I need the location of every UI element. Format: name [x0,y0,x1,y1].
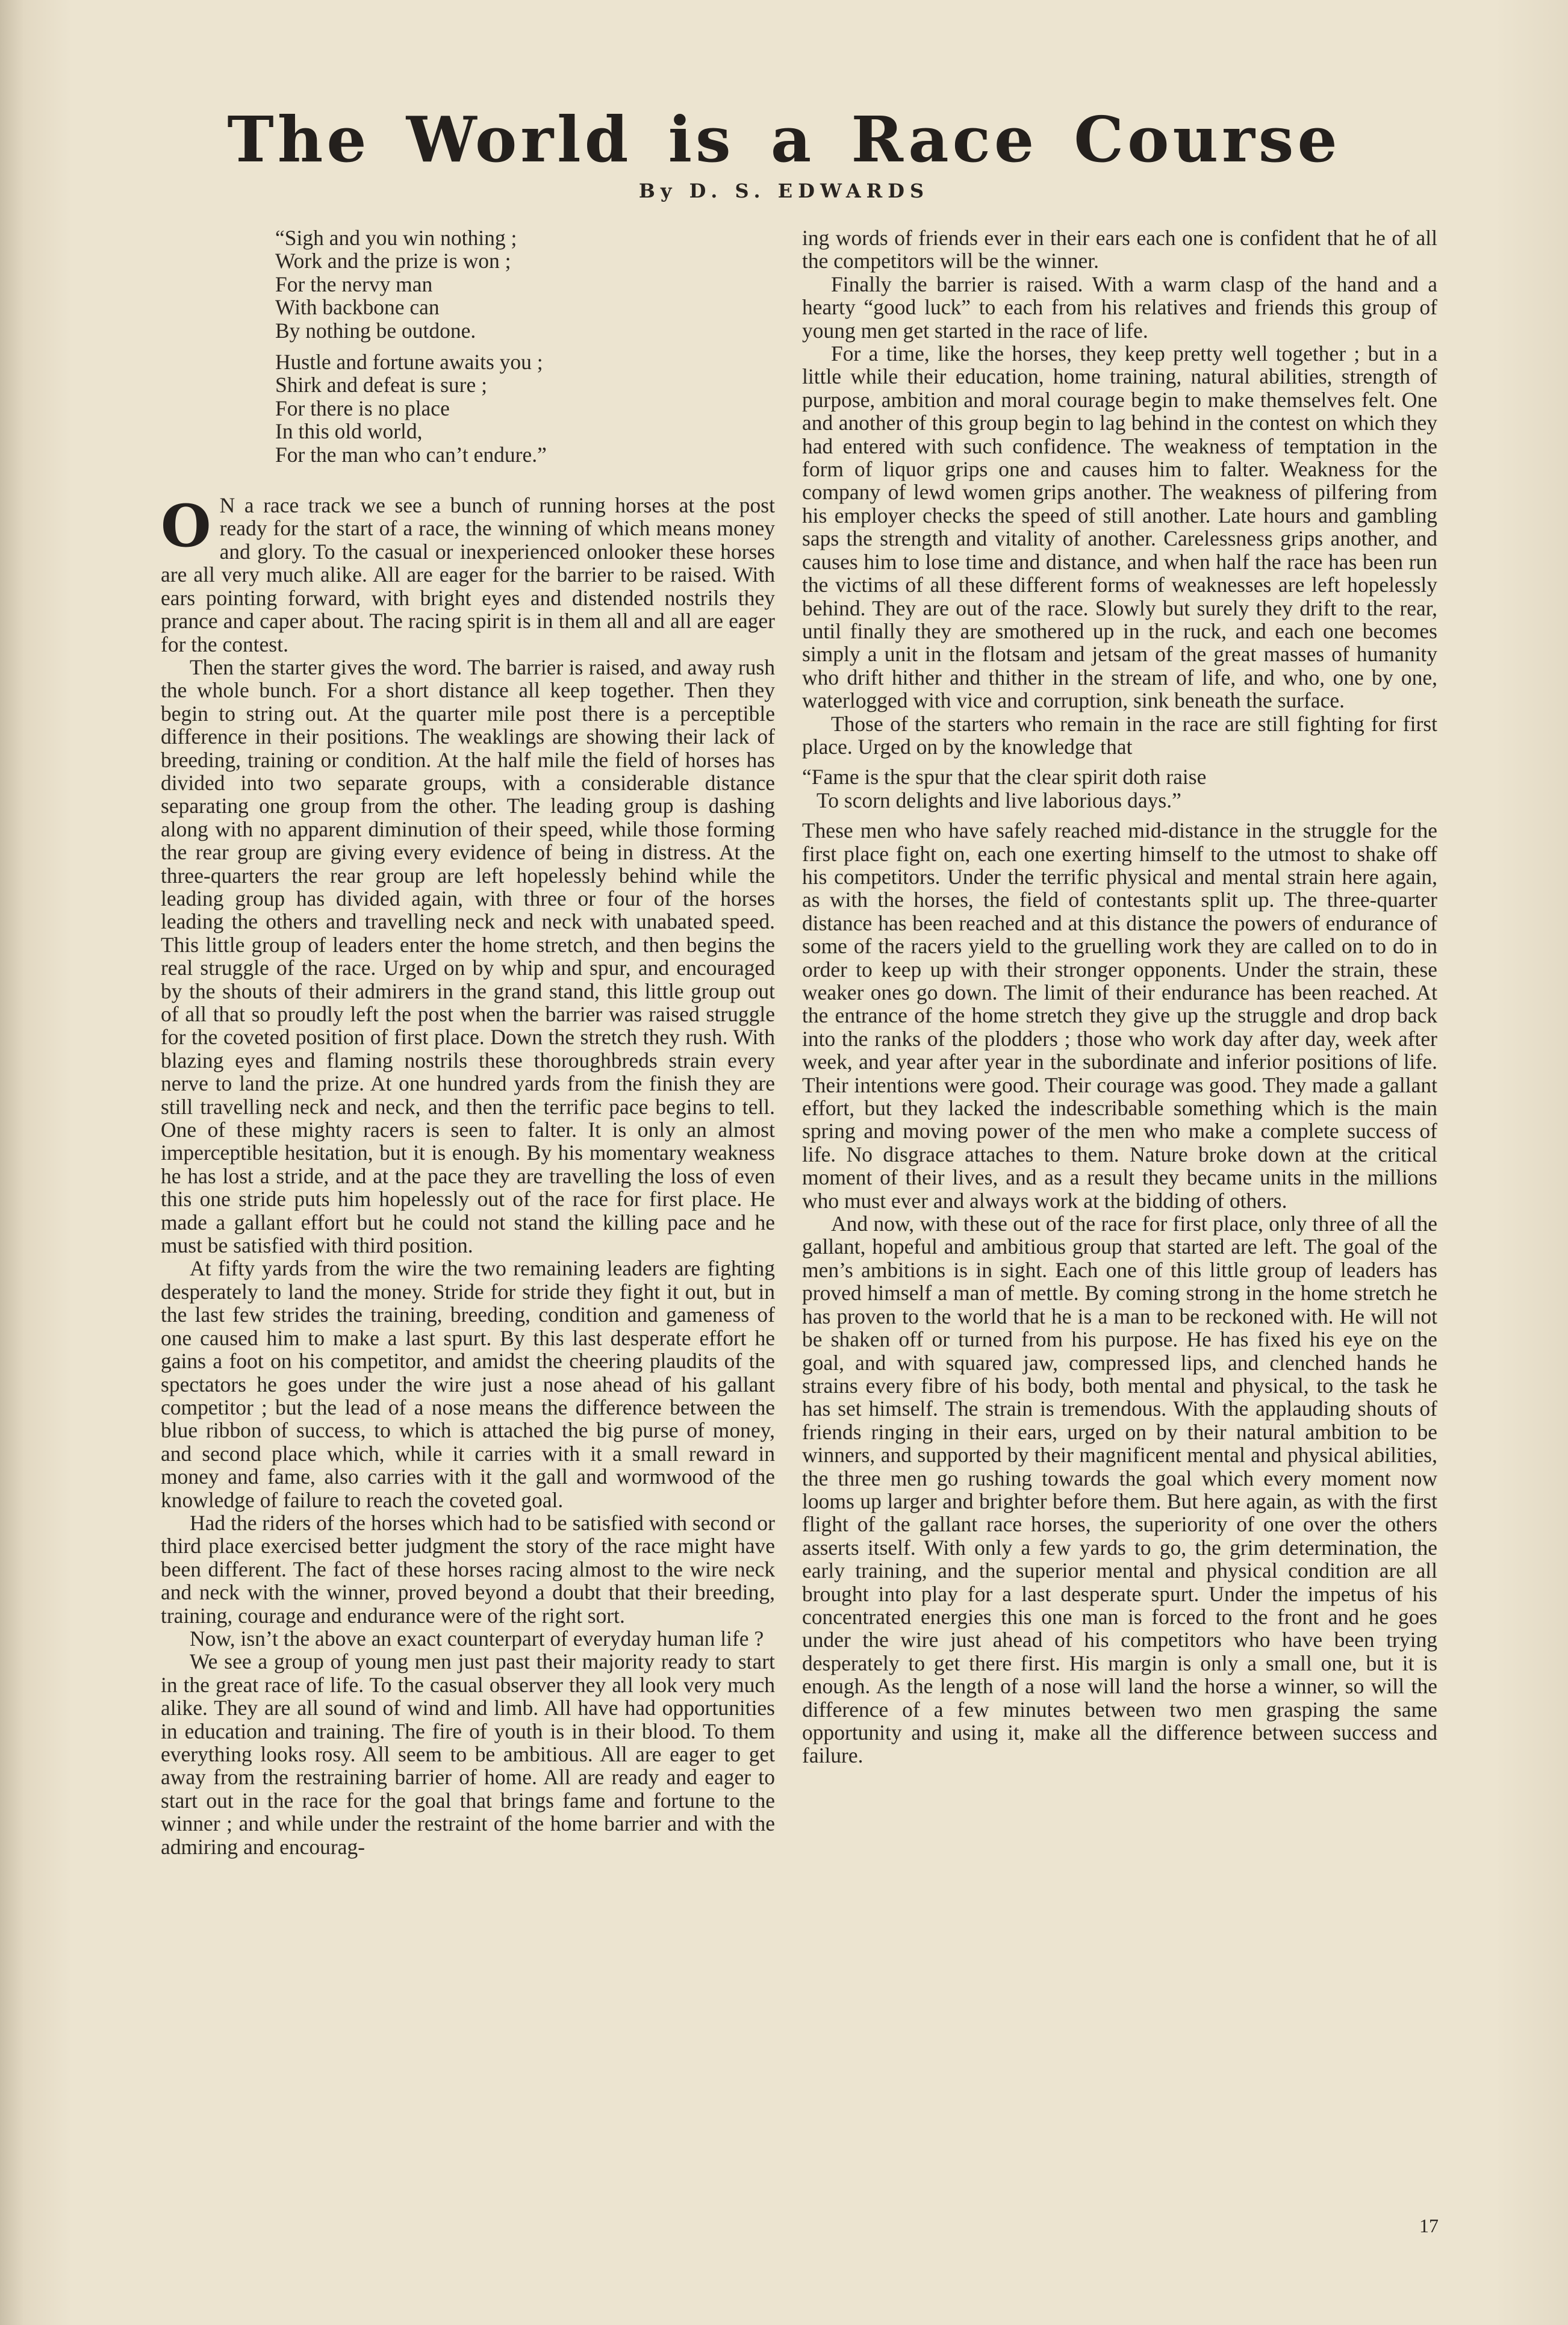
body-paragraph: We see a group of young men just past their majority ready to start in the great race of life. To the casual observer they all look very much alike. They are all sound of wind and limb. All have had opportunities in education and training. The fire of youth is in their blood. To them everything looks rosy. All seem to be ambitious. All are eager to get away from the restraining barrier of home. All are ready and eager to start out in the race for the goal that brings fame and fortune to the winner ; and while under the restraint of the home barrier and with the admiring and encourag- [161,1649,775,1859]
poem-line: For the nervy man [275,272,433,296]
poem-line: In this old world, [275,419,423,444]
right-column [802,226,1437,1767]
couplet-line: “Fame is the spur that the clear spirit doth raise [802,765,1207,789]
poem-stanza [275,350,775,466]
body-paragraph: Now, isn’t the above an exact counterpart of everyday human life ? [190,1626,764,1651]
opening-text: N a race track we see a bunch of running horses at the post ready for the start of a race, the winning of which means money and glory. To the casual or inexperienced onlooker these horses are all very much alike. All are eager for the barrier to be raised. With ears pointing forward, with bright eyes and distended nostrils they prance and caper about. The racing spirit is in them all and all are eager for the contest. [161,493,775,656]
body-paragraph: For a time, like the horses, they keep pretty well together ; but in a little while their education, home training, natural abilities, strength of purpose, ambition and moral courage begin to make themselves felt. One and another of this group begin to lag behind in the contest on which they had entered with such confidence. The weakness of temptation in the form of liquor grips one and causes him to falter. Weakness for the company of lewd women grips another. The weakness of pilfering from his employer checks the speed of still another. Late hours and gambling saps the strength and vitality of another. Carelessness grips another, and causes him to lose time and distance, and when half the race has been run the victims of all these different forms of weaknesses are left hopelessly behind. They are out of the race. Slowly but surely they drift to the rear, until finally they are smothered up in the ruck, and each one becomes simply a unit in the flotsam and jetsam of the great masses of humanity who drift hither and thither in the stream of life, and who, one by one, waterlogged with vice and corruption, sink beneath the surface. [802,341,1437,713]
couplet-line: To scorn delights and live laborious days.” [817,788,1181,812]
poem-line: “Sigh and you win nothing ; [275,226,517,250]
continuation-paragraph: ing words of friends ever in their ears each one is confident that he of all the competitors will be the winner. [802,226,1437,273]
article-byline: By D. S. EDWARDS [638,179,930,202]
body-paragraph: Finally the barrier is raised. With a warm clasp of the hand and a hearty “good luck” to each from his relatives and friends this group of young men get started in the race of life. [802,272,1437,343]
body-paragraph: And now, with these out of the race for first place, only three of all the gallant, hopeful and ambitious group that started are left. The goal of the men’s ambitions is in sight. Each one of this little group of leaders has proved himself a man of mettle. By coming strong in the home stretch he has proven to the world that he is a man to be reckoned with. He will not be shaken off or turned from his purpose. He has fixed his eye on the goal, and with squared jaw, compressed lips, and clenched hands he strains every fibre of his body, both mental and physical, to the task he has set himself. The strain is tremendous. With the applauding shouts of friends ringing in their ears, urged on by their natural ambition to be winners, and supported by their magnificent mental and physical abilities, the three men go rushing towards the goal which every moment now looms up larger and brighter before them. But here again, as with the first flight of the gallant race horses, the superiority of one over the others asserts itself. With only a few yards to go, the grim determination, the early training, and the superior mental and physical condition are all brought into play for a last desperate spurt. Under the impetus of his concentrated energies this one man is forced to the front and he goes under the wire just ahead of his competitors who have been trying desperately to get there first. His margin is only a small one, but it is enough. As the length of a nose will land the horse a winner, so will the difference of a few minutes between two men grasping the same opportunity and using it, make all the difference between success and failure. [802,1212,1437,1768]
poem-line: Hustle and fortune awaits you ; [275,350,543,375]
page-number: 17 [1419,2215,1439,2236]
poem-line: By nothing be outdone. [275,318,476,343]
poem-stanza [275,226,775,342]
poem-line: For the man who can’t endure.” [275,442,547,467]
poem-line: With backbone can [275,295,440,320]
body-paragraph: Those of the starters who remain in the race are still fighting for first place. Urged on by the knowledge that [802,711,1437,759]
opening-paragraph [161,494,775,656]
poem-line: Work and the prize is won ; [275,249,511,273]
body-paragraph: Had the riders of the horses which had to be satisfied with second or third place exercised better judgment the story of the race might have been different. The fact of these horses racing almost to the wire neck and neck with the winner, proved beyond a doubt that their breeding, training, courage and endurance were of the right sort. [161,1510,775,1628]
drop-cap: O [161,492,211,561]
article-title: The World is a Race Course [227,102,1341,176]
epigraph-poem [275,226,775,466]
body-paragraph: These men who have safely reached mid-distance in the struggle for the first place fight on, each one exerting himself to the utmost to shake off his competitors. Under the terrific physical and mental strain here again, as with the horses, the field of contestants split up. The three-quarter distance has been reached and at this distance the powers of endurance of some of the racers yield to the gruelling work they are called on to do in order to keep up with their stronger opponents. Under the strain, these weaker ones go down. The limit of their endurance has been reached. At the entrance of the home stretch they give up the struggle and drop back into the ranks of the plodders ; those who work day after day, week after week, and year after year in the subordinate and inferior positions of life. Their intentions were good. Their courage was good. They made a gallant effort, but they lacked the indescribable something which is the main spring and moving power of the men who make a complete success of life. No disgrace attaches to them. Nature broke down at the critical moment of their lives, and as a result they became units in the millions who must ever and always work at the bidding of others. [802,818,1437,1213]
quoted-couplet [802,765,1437,812]
left-column [161,226,775,1858]
body-paragraph: At fifty yards from the wire the two remaining leaders are fighting desperately to land the money. Stride for stride they fight it out, but in the last few strides the training, breeding, condition and gameness of one caused him to make a last spurt. By this last desperate effort he gains a foot on his competitor, and amidst the cheering plaudits of the spectators he goes under the wire just a nose ahead of his gallant competitor ; but the lead of a nose means the difference between the blue ribbon of success, to which is attached the big purse of money, and second place which, while it carries with it a small reward in money and fame, also carries with it the gall and wormwood of the knowledge of failure to reach the coveted goal. [161,1256,775,1512]
body-paragraph: Then the starter gives the word. The barrier is raised, and away rush the whole bunch. For a short distance all keep together. Then they begin to string out. At the quarter mile post there is a perceptible difference in their positions. The weaklings are showing their lack of breeding, training or condition. At the half mile the field of horses has divided into two separate groups, with a considerable distance separating one group from the other. The leading group is dashing along with no apparent diminution of their speed, while those forming the rear group are giving every evidence of being in distress. At the three-quarters the rear group are left hopelessly behind while the leading group has divided again, with three or four of the horses leading the others and travelling neck and neck with unabated speed. This little group of leaders enter the home stretch, and then begins the real struggle of the race. Urged on by whip and spur, and encouraged by the shouts of their admirers in the grand stand, this little group out of all that so proudly left the post when the barrier was raised struggle for the coveted position of first place. Down the stretch they rush. With blazing eyes and flaming nostrils these thoroughbreds strain every nerve to land the prize. At one hundred yards from the finish they are still travelling neck and neck, and then the terrific pace begins to tell. One of these mighty racers is seen to falter. It is only an almost imperceptible hesitation, but it is enough. By his momentary weakness he has lost a stride, and at the pace they are travelling the loss of even this one stride puts him hopelessly out of the race for first place. He made a gallant effort but he could not stand the killing pace and he must be satisfied with third position. [161,655,775,1258]
poem-line: For there is no place [275,396,450,420]
poem-line: Shirk and defeat is sure ; [275,373,487,397]
